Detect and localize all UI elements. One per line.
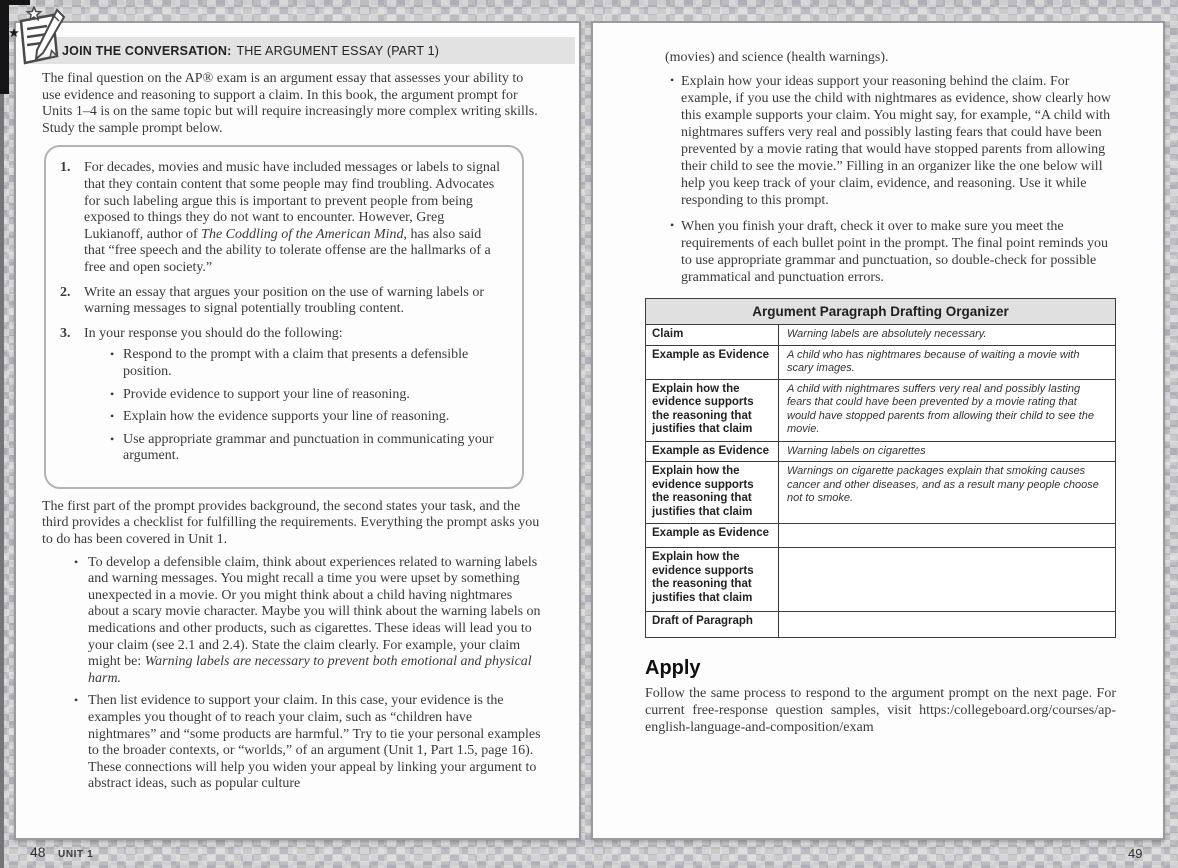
table-row [646,523,1115,547]
tip-list [74,555,543,793]
table-row [646,345,1115,379]
tip-item: • To develop a defensible claim, think about experiences related to warning labels and warning messages. You might recall a time you were upset by something unexpected in a movie. Or you might think about a child having nightmares about a scary movie character. Maybe you will think about the warning labels on medications and other products, such as cigarettes. These ideas will lead you to your claim (see 2.1 and 2.4). State the claim clearly. For example, your claim might be: Warning labels are necessary to prevent both emotional and physical harm. [74,555,543,688]
prompt-sub-bullets [110,347,502,465]
table-row [646,441,1115,462]
structure-paragraph: The first part of the prompt provides background, the second states your task, and the third provides a checklist for fulfilling the requirements. Everything the prompt asks you to do has been covered in Unit 1. [42,498,540,548]
row-value [779,612,1115,637]
prompt-item-lead: In your response you should do the following: [84,325,343,341]
apply-paragraph: Follow the same process to respond to the argument prompt on the next page. For current free-response question samples, visit https:/collegeboard.org/courses/ap-english-language-and-composition/exam [645,686,1116,735]
row-label: Explain how the evidence supports the reasoning that justifies that claim [646,380,779,441]
row-label: Claim [646,325,779,345]
prompt-subbullet: • Respond to the prompt with a claim that presents a defensible position. [110,347,502,380]
tip-item: • Then list evidence to support your claim. In this case, your evidence is the examples you thought of to reach your claim, such as “children have nightmares” and “some products are harmful.” Try to tie your personal examples to the broader contexts, or “worlds,” of an argument (Unit 1, Part 1.5, page 16). These connections will help you widen your appeal by linking your argument to abstract ideas, such as popular culture [74,693,543,793]
table-title: Argument Paragraph Drafting Organizer [646,299,1115,324]
drafting-organizer-table [645,298,1116,638]
row-value: A child with nightmares suffers very real and possibly lasting fears that could have been prevented by a movie rating that would have stopped parents from allowing their child to see the movie. [787,382,1094,435]
prompt-item-text: For decades, movies and music have included messages or labels to signal that they contain content that some people may find troubling. Advocates for such labeling argue this is important to prevent people from being exposed to things they do not want to encounter. However, Greg Lukianoff, author of The Coddling of the American Mind, has also said that “free speech and the ability to tolerate offense are the hallmarks of a free and open society.” [84,160,501,275]
page-number-right: 49 [1128,846,1143,861]
left-page-body [16,71,579,793]
right-bullet-list [672,73,1116,286]
row-label: Explain how the evidence supports the reasoning that justifies that claim [646,548,779,611]
table-row [646,379,1115,441]
prompt-item [60,285,502,318]
tip-item: • When you finish your draft, check it over to make sure you meet the requirements of each bullet point in the prompt. The final point reminds you to use appropriate grammar and punctuation, so double-check for possible grammatical and punctuation errors. [672,218,1116,286]
row-label: Example as Evidence [646,346,779,379]
header-label-regular: THE ARGUMENT ESSAY (PART 1) [236,43,440,58]
table-row [646,324,1115,345]
prompt-subbullet: • Provide evidence to support your line of reasoning. [110,387,502,404]
prompt-subbullet: • Use appropriate grammar and punctuation in communicating your argument. [110,432,502,465]
table-row [646,611,1115,637]
join-conversation-header [30,37,575,64]
apply-heading: Apply [645,657,701,679]
table-row [646,547,1115,611]
tip-item: • Explain how your ideas support your reasoning behind the claim. For example, if you use the child with nightmares as evidence, show clearly how this example supports your claim. You might say, for example, “A child with nightmares suffers very real and possibly lasting fears that could have been prevented by a movie rating that would have stopped parents from allowing their child to see the movie.” Filling in an organizer like the one below will help you keep track of your claim, evidence, and reasoning. Use it while responding to this prompt. [672,73,1116,209]
prompt-item-text [84,326,502,471]
row-value: Warning labels are absolutely necessary. [787,328,987,340]
prompt-subbullet: • Explain how the evidence supports your line of reasoning. [110,409,502,426]
corner-shadow-top [0,0,30,5]
row-label: Draft of Paragraph [646,612,779,637]
row-value [779,548,1115,611]
prompt-item-text: Write an essay that argues your position on the use of warning labels or warning messages to signal potentially troubling content. [84,284,485,317]
prompt-item-number: 1. [60,160,71,176]
prompt-item-number: 2. [60,284,71,300]
row-value: Warnings on cigarette packages explain that smoking causes cancer and other diseases, and as a result many people choose not to smoke. [787,465,1099,504]
header-label-bold: JOIN THE CONVERSATION: [62,43,232,58]
page-number-left: 48 [30,844,46,860]
intro-paragraph: The final question on the AP® exam is an argument essay that assesses your ability to use evidence and reasoning to support a claim. In this book, the argument prompt for Units 1–4 is on the same topic but will require increasingly more complex writing skills. Study the sample prompt below. [42,71,538,136]
row-label: Example as Evidence [646,442,779,462]
prompt-item-number: 3. [60,325,71,341]
unit-label: UNIT 1 [58,849,94,860]
right-page-body [593,23,1163,736]
row-value: Warning labels on cigarettes [787,444,926,457]
table-row [646,461,1115,523]
right-page [591,21,1165,840]
prompt-item [60,326,502,471]
row-value: A child who has nightmares because of waiting a movie with scary images. [787,348,1080,374]
row-label: Explain how the evidence supports the reasoning that justifies that claim [646,462,779,523]
left-page [14,21,581,840]
continuation-text: (movies) and science (health warnings). [665,50,889,65]
prompt-item [60,160,502,276]
prompt-box [44,145,524,489]
page-edge-shadow [0,0,4,868]
row-value [779,524,1115,547]
row-label: Example as Evidence [646,524,779,547]
left-page-footer [30,844,93,862]
note-pencil-icon [7,6,69,70]
